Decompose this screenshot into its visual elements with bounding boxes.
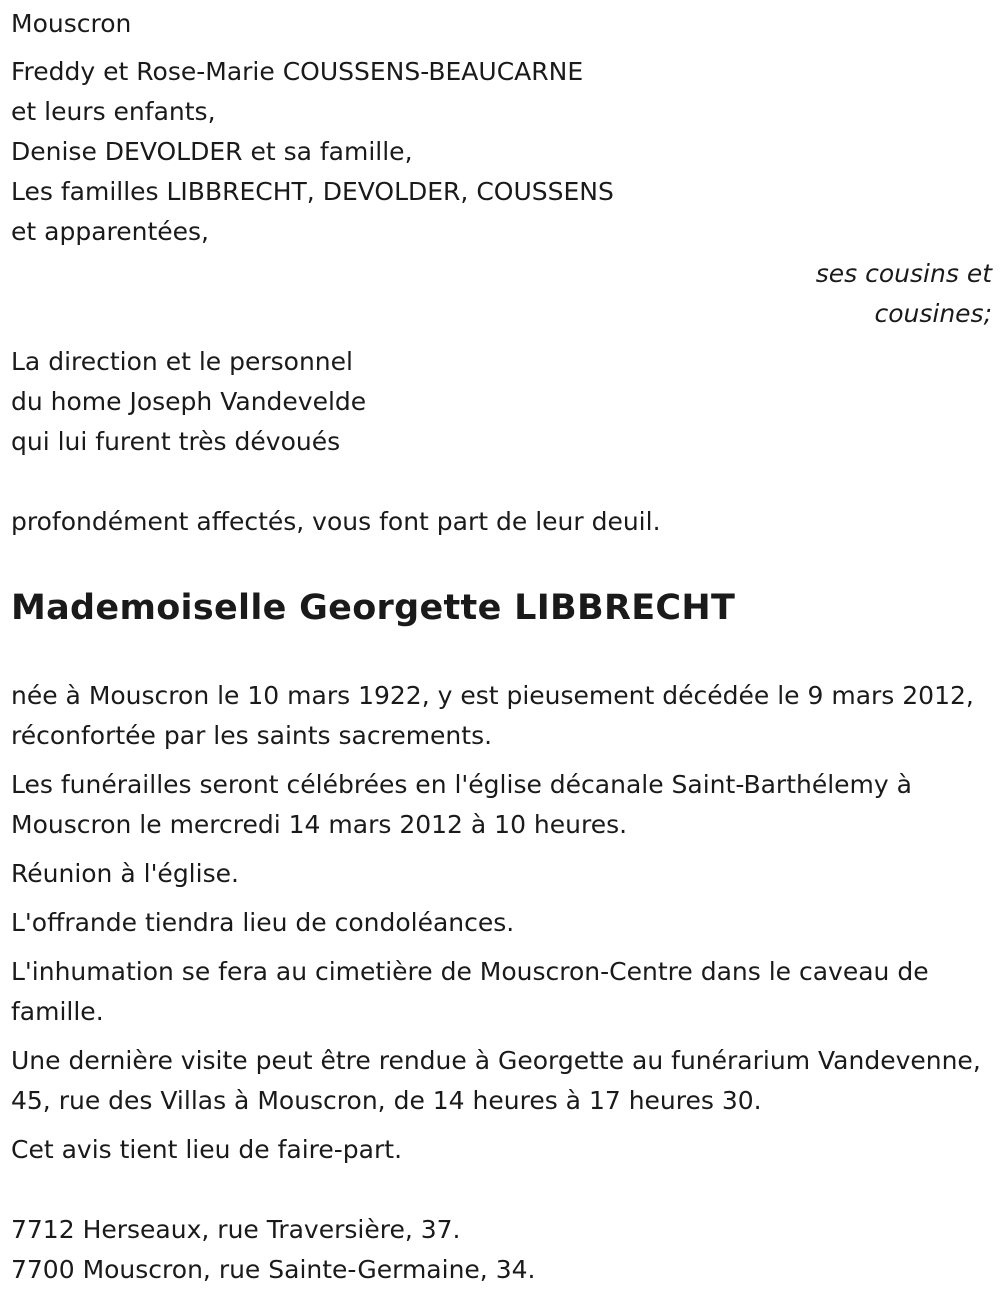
family-line: Denise DEVOLDER et sa famille,: [11, 137, 413, 166]
family-line: et apparentées,: [11, 217, 209, 246]
detail-paragraph: L'offrande tiendra lieu de condoléances.: [11, 908, 515, 937]
announcement-text: profondément affectés, vous font part de leur deuil.: [11, 507, 661, 536]
family-block: [11, 52, 991, 252]
cousins-line: cousines;: [874, 299, 992, 328]
staff-line: du home Joseph Vandevelde: [11, 387, 367, 416]
detail-paragraph: née à Mouscron le 10 mars 1922, y est pieusement décédée le 9 mars 2012, réconfortée par les saints sacrements.: [11, 681, 974, 750]
detail-paragraph: Les funérailles seront célébrées en l'église décanale Saint-Barthélemy à Mouscron le mercredi 14 mars 2012 à 10 heures.: [11, 770, 912, 839]
family-line: Freddy et Rose-Marie COUSSENS-BEAUCARNE: [11, 57, 584, 86]
detail-paragraph: L'inhumation se fera au cimetière de Mouscron-Centre dans le caveau de famille.: [11, 957, 929, 1026]
address-line: 7700 Mouscron, rue Sainte-Germaine, 34.: [11, 1255, 536, 1284]
detail-paragraph: Réunion à l'église.: [11, 859, 239, 888]
deceased-name: Mademoiselle Georgette LIBBRECHT: [11, 588, 736, 628]
family-line: et leurs enfants,: [11, 97, 216, 126]
staff-line: La direction et le personnel: [11, 347, 353, 376]
cousins-line: ses cousins et: [815, 259, 992, 288]
city-heading: Mouscron: [11, 9, 132, 38]
cousins-note: [11, 254, 992, 334]
staff-line: qui lui furent très dévoués: [11, 427, 341, 456]
address-line: 7712 Herseaux, rue Traversière, 37.: [11, 1215, 461, 1244]
details-block: [11, 676, 991, 1170]
detail-paragraph: Une dernière visite peut être rendue à Georgette au funérarium Vandevenne, 45, rue des Villas à Mouscron, de 14 heures à 17 heures 30.: [11, 1046, 981, 1115]
addresses-block: [11, 1210, 991, 1290]
family-line: Les familles LIBBRECHT, DEVOLDER, COUSSENS: [11, 177, 614, 206]
obituary-document: [11, 4, 991, 1290]
staff-block: [11, 342, 991, 462]
detail-paragraph: Cet avis tient lieu de faire-part.: [11, 1135, 403, 1164]
